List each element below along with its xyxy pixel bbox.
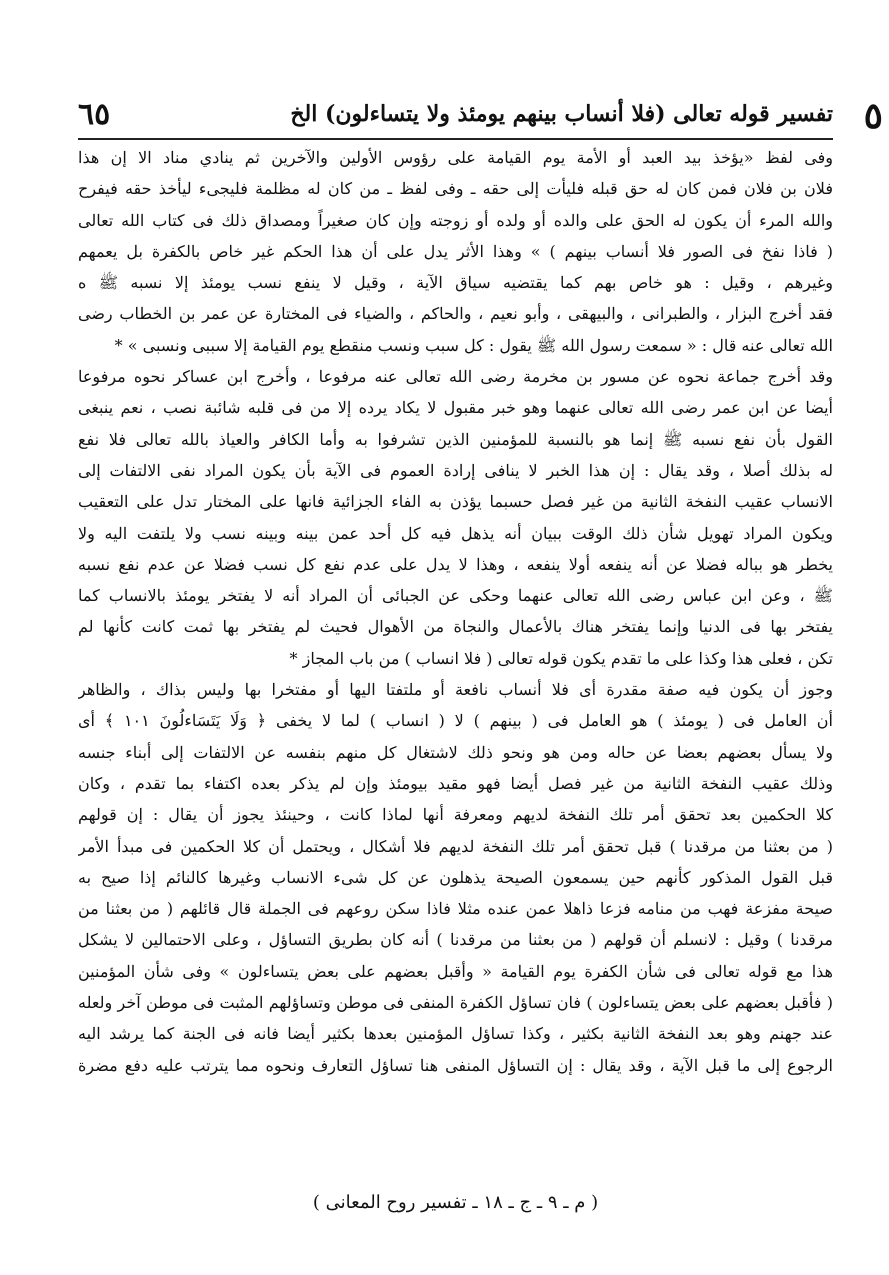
text-line: وقد أخرج جماعة نحوه عن مسور بن مخرمة رضى الله تعالى عنه مرفوعا ، وأخرج ابن عساكر نحوه مرفوعا	[78, 367, 833, 387]
page-header	[78, 94, 833, 134]
text-line: يفتخر بها فى الدنيا وإنما يفتخر هناك بالأعمال والنجاة من الأهوال فحيث لم يفتخر بها ثمت كانت كأنها لم	[78, 617, 833, 637]
text-line: مرقدنا ) وقيل : لانسلم أن قولهم ( من بعثنا من مرقدنا ) أنه كان بطريق التساؤل ، وعلى الاحتمالين لا يشكل	[78, 930, 833, 950]
text-line: وغيرهم ، وقيل : هو خاص بهم كما يقتضيه سياق الآية ، وقيل لا ينفع نسب يومئذ إلا نسبه ﷺ ه	[78, 273, 833, 293]
text-line: وجوز أن يكون فيه صفة مقدرة أى فلا أنساب نافعة أو ملتفتا اليها أو مفتخرا بها وليس بذاك ، والظاهر	[78, 680, 833, 700]
text-line: ﷺ ، وعن ابن عباس رضى الله تعالى عنهما وحكى عن الجبائى أن المراد أنه لا يفتخر يومئذ بالانساب كما	[78, 586, 833, 606]
text-line: ( فاذا نفخ فى الصور فلا أنساب بينهم ) » وهذا الأثر يدل على أن هذا الحكم غير خاص بالكفرة بل يعمهم	[78, 241, 833, 261]
text-line: ( من بعثنا من مرقدنا ) قبل تحقق أمر تلك النفخة لديهم فلا أشكال ، ويحتمل أن كلا الحكمين فى مبدأ الأمر	[78, 836, 833, 856]
text-line: وفى لفظ «يؤخذ بيد العبد أو الأمة يوم القيامة على رؤوس الأولين والآخرين ثم ينادي مناد الا إن هذا	[78, 148, 833, 167]
text-line: القول بأن نفع نسبه ﷺ إنما هو بالنسبة للمؤمنين الذين تشرفوا به وأما الكافر والعياذ بالله تعالى فلا نفع	[78, 429, 833, 449]
text-line: فقد أخرج البزار ، والطبرانى ، والبيهقى ، وأبو نعيم ، والحاكم ، والضياء فى المختارة عن عمر بن الخطاب رضى	[78, 304, 833, 324]
text-line: الله تعالى عنه قال : « سمعت رسول الله ﷺ يقول : كل سبب ونسب منقطع يوم القيامة إلا سببى ونسبى » *	[114, 335, 833, 355]
text-line: ( فأقبل بعضهم على بعض يتساءلون ) فان تساؤل الكفرة المنفى فى موطن وتساؤلهم المثبت فى موطن آخر ولعله	[78, 993, 833, 1013]
text-line: قبل القول المذكور كأنهم حين يسمعون الصيحة يذهلون عن كل شىء الانساب وغيرها كالنائم إذا صيح به	[78, 867, 833, 887]
text-line: كلا الحكمين بعد تحقق أمر تلك النفخة لديهم ومعرفة أنها لماذا كانت ، وحينئذ يجوز أن يقال : إن قولهم	[78, 805, 833, 825]
text-line: ولا يسأل بعضهم بعضا عن حاله ومن هو ونحو ذلك لاشتغال كل منهم بنفسه عن الالتفات إلى أبناء جنسه	[78, 742, 833, 762]
text-line: وذلك عقيب النفخة الثانية من غير فصل أيضا فهو مقيد بيومئذ وإن لم يذكر بعده اكتفاء بما تقدم ، وكان	[78, 773, 833, 793]
text-line: الانساب عقيب النفخة الثانية من غير فصل حسبما يؤذن به الفاء الجزائية فانها على المختار تدل على التعقيب	[78, 492, 833, 512]
text-line: تكن ، فعلى هذا وكذا على ما تقدم يكون قوله تعالى ( فلا انساب ) من باب المجاز *	[289, 648, 833, 668]
text-line: ويكون المراد تهويل شأن ذلك الوقت ببيان أنه يذهل فيه كل أحد عمن بينه وبينه نسب ولا يلتفت اليه ولا	[78, 523, 833, 543]
text-line: له بذلك أصلا ، وقد يقال : إن هذا الخبر لا ينافى إرادة العموم فى الآية بأن يكون المراد نفى الالتفات إلى	[78, 460, 833, 480]
text-line: والله المرء أن يكون له الحق على والده أو ولده أو زوجته وإن كان صغيراً ومصداق ذلك فى كتاب الله تعالى	[78, 210, 833, 230]
body-text	[78, 142, 833, 1182]
page-number: ٦٥	[78, 96, 111, 132]
text-line: أن العامل فى ( يومئذ ) هو العامل فى ( بينهم ) لا ( انساب ) لما لا يخفى ﴿ وَلَا يَتَسَاءلُونَ ١٠١ ﴾ أى	[78, 711, 833, 731]
text-line: يخطر هو بباله فضلا عن أنه ينفعه أولا ينفعه ، وهذا لا يدل على عدم نفع كل نسب فضلا عن عدم نفع نسبه	[78, 554, 833, 574]
page-footer-signature: ( م ـ ٩ ـ ج ـ ١٨ ـ تفسير روح المعانى )	[312, 1192, 599, 1213]
running-title: تفسير قوله تعالى (فلا أنساب بينهم يومئذ ولا يتساءلون) الخ	[290, 101, 833, 127]
text-line: صيحة مفزعة فهب من منامه فزعا ذاهلا عمن عنده مثلا فاذا سكن روعهم فى الجملة قال قائلهم ( من بعثنا من	[78, 899, 833, 919]
text-line: هذا مع قوله تعالى فى شأن الكفرة يوم القيامة « وأقبل بعضهم على بعض يتساءلون » وفى شأن المؤمنين	[78, 961, 833, 981]
text-line: عند جهنم وهو بعد النفخة الثانية بكثير ، وكذا تساؤل المؤمنين بعدها بكثير أيضا فانه فى الجنة كما يرشد اليه	[78, 1024, 833, 1044]
text-line: أيضا عن ابن عمر رضى الله تعالى عنهما وهو خبر مقبول لا يكاد يرده إلا من فى قلبه شائبة نصب ، نعم ينبغى	[78, 398, 833, 418]
text-line: فلان بن فلان فمن كان له حق قبله فليأت إلى حقه ـ وفى لفظ ـ من كان له مظلمة فليجىء ليأخذ حقه فيفرح	[78, 179, 833, 199]
section-marker: ٥	[863, 95, 883, 137]
text-line: الرجوع إلى ما قبل الآية ، وقد يقال : إن التساؤل المنفى هنا تساؤل التعارف ونحوه مما يترتب عليه دفع مضرة	[78, 1055, 833, 1075]
header-rule	[78, 138, 833, 140]
